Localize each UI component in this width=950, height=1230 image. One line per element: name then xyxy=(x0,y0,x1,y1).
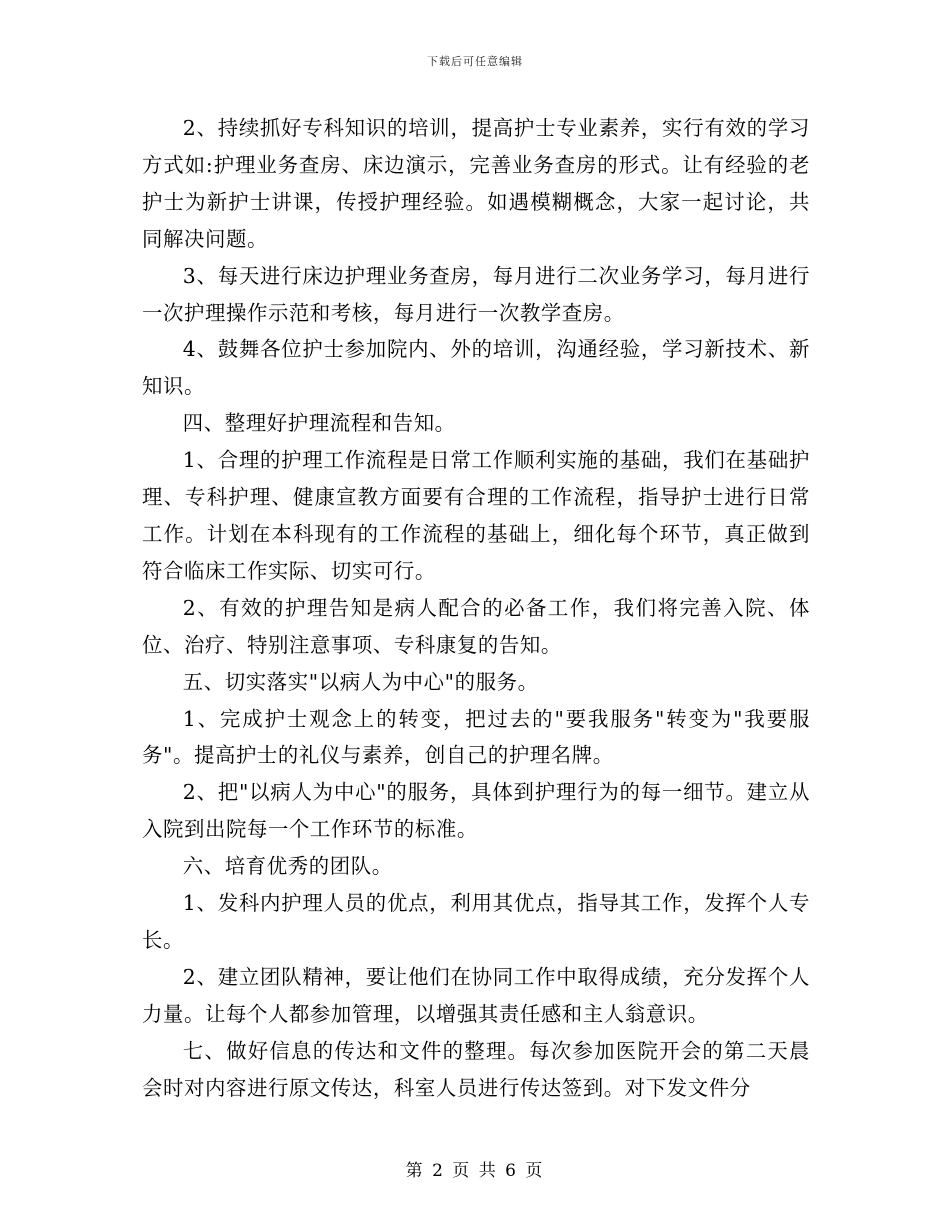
page-number: 第 2 页 共 6 页 xyxy=(405,1161,545,1181)
paragraph: 2、持续抓好专科知识的培训，提高护士专业素养，实行有效的学习方式如:护理业务查房、床边演示，完善业务查房的形式。让有经验的老护士为新护士讲课，传授护理经验。如遇模糊概念，大家一起讨论，共同解决问题。 xyxy=(142,116,810,251)
paragraph: 2、建立团队精神，要让他们在协同工作中取得成绩，充分发挥个人力量。让每个人都参加管理，以增强其责任感和主人翁意识。 xyxy=(142,964,810,1026)
paragraph: 1、发科内护理人员的优点，利用其优点，指导其工作，发挥个人专长。 xyxy=(142,891,810,952)
paragraph: 1、完成护士观念上的转变，把过去的"要我服务"转变为"我要服务"。提高护士的礼仪与素养，创自己的护理名牌。 xyxy=(142,706,810,768)
section-heading: 七、做好信息的传达和文件的整理。每次参加医院开会的第二天晨会时对内容进行原文传达，科室人员进行传达签到。对下发文件分 xyxy=(142,1038,810,1100)
paragraph: 3、每天进行床边护理业务查房，每月进行二次业务学习，每月进行一次护理操作示范和考核，每月进行一次教学查房。 xyxy=(142,263,810,325)
section-heading: 四、整理好护理流程和告知。 xyxy=(182,411,456,436)
section-heading: 五、切实落实"以病人为中心"的服务。 xyxy=(182,669,539,694)
header-note: 下载后可任意编辑 xyxy=(427,55,523,68)
paragraph: 1、合理的护理工作流程是日常工作顺利实施的基础，我们在基础护理、专科护理、健康宣教方面要有合理的工作流程，指导护士进行日常工作。计划在本科现有的工作流程的基础上，细化每个环节，真正做到符合临床工作实际、切实可行。 xyxy=(142,448,810,583)
paragraph: 4、鼓舞各位护士参加院内、外的培训，沟通经验，学习新技术、新知识。 xyxy=(142,337,810,399)
section-heading: 六、培育优秀的团队。 xyxy=(182,854,393,879)
paragraph: 2、有效的护理告知是病人配合的必备工作，我们将完善入院、体位、治疗、特别注意事项、专科康复的告知。 xyxy=(142,595,810,657)
paragraph: 2、把"以病人为中心"的服务，具体到护理行为的每一细节。建立从入院到出院每一个工作环节的标准。 xyxy=(142,780,810,842)
document-body xyxy=(142,110,810,1106)
